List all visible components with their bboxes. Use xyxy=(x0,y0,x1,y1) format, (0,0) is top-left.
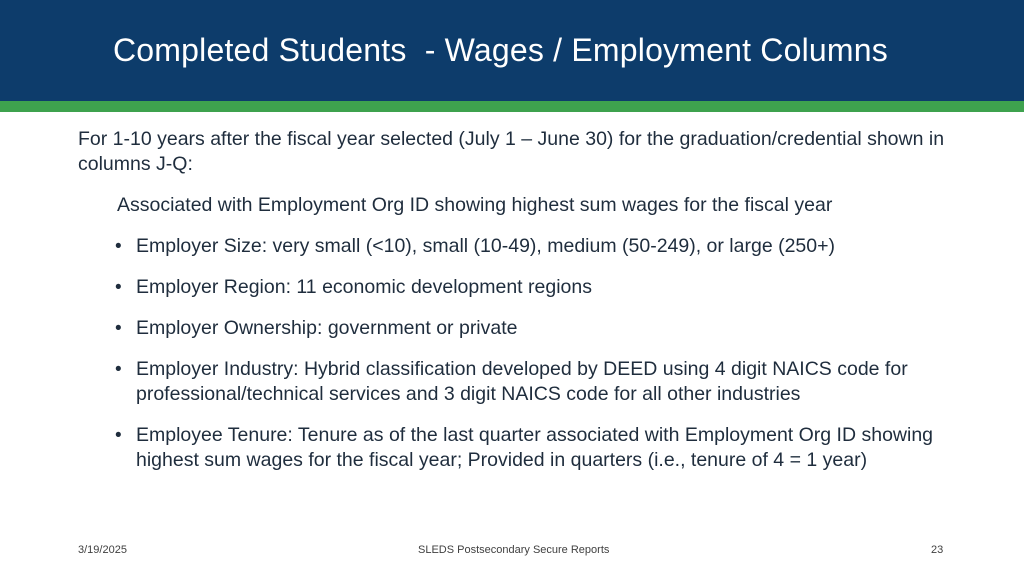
bullet-employer-region xyxy=(115,275,958,300)
bullet-dot-icon: • xyxy=(115,236,122,257)
bullet-text: Employer Region: 11 economic development regions xyxy=(136,276,592,298)
bullet-text: Employee Tenure: Tenure as of the last quarter associated with Employment Org ID showing highest sum wages for the fiscal year; Provided in quarters (i.e., tenure of 4 = 1 year) xyxy=(136,424,934,471)
bullet-dot-icon: • xyxy=(115,425,122,446)
slide-title: Completed Students - Wages / Employment Columns xyxy=(113,32,888,68)
bullet-text: Employer Ownership: government or private xyxy=(136,317,518,339)
slide-content xyxy=(78,127,958,473)
footer-date: 3/19/2025 xyxy=(78,544,127,556)
bullet-text: Employer Industry: Hybrid classification developed by DEED using 4 digit NAICS code for professional/technical services and 3 digit NAICS code for all other industries xyxy=(136,358,908,405)
page-number: 23 xyxy=(931,544,944,556)
accent-bar xyxy=(0,101,1024,112)
sub-intro-text: Associated with Employment Org ID showing highest sum wages for the fiscal year xyxy=(117,194,833,216)
bullet-employee-tenure xyxy=(115,423,958,473)
bullet-text: Employer Size: very small (<10), small (10-49), medium (50-249), or large (250+) xyxy=(136,235,836,257)
bullet-dot-icon: • xyxy=(115,277,122,298)
bullet-dot-icon: • xyxy=(115,318,122,339)
bullet-employer-industry xyxy=(115,357,958,407)
footer-title: SLEDS Postsecondary Secure Reports xyxy=(418,544,610,556)
bullet-employer-size xyxy=(115,234,958,259)
bullet-employer-ownership xyxy=(115,316,958,341)
bullet-list xyxy=(78,234,958,473)
intro-text: For 1-10 years after the fiscal year selected (July 1 – June 30) for the graduation/credential shown in columns J-Q: xyxy=(78,128,945,175)
bullet-dot-icon: • xyxy=(115,359,122,380)
